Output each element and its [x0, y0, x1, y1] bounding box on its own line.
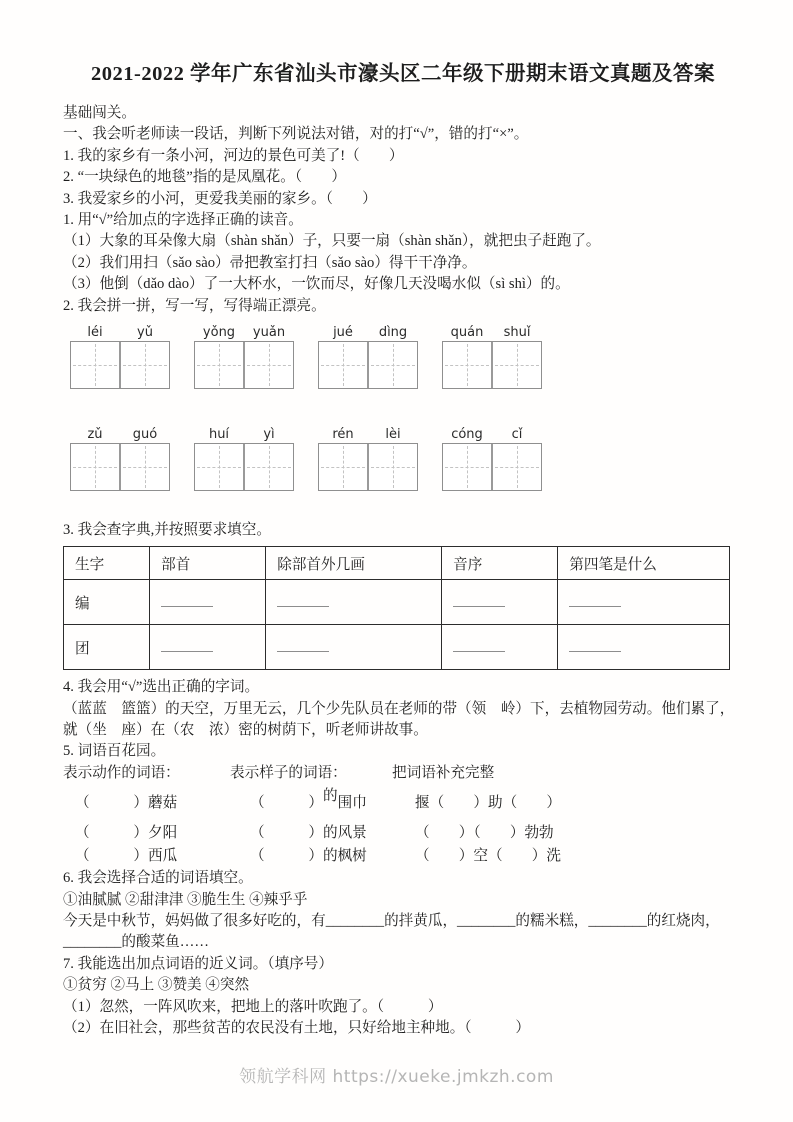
character-cell: 编 [64, 580, 150, 625]
q7-header: 7. 我能选出加点词语的近义词。（填序号） [63, 955, 333, 972]
raised-character: 的 [322, 788, 338, 805]
pinyin-syllable-label: léi [87, 324, 103, 340]
q5-word-item: （ ）空（ ）洗 [415, 848, 561, 865]
writing-cell[interactable] [443, 342, 491, 388]
character-writing-boxes [194, 341, 294, 389]
pinyin-grid-group [442, 321, 542, 389]
pinyin-syllable-label: shuǐ [503, 324, 531, 340]
pinyin-syllable-label: dìng [378, 324, 408, 340]
q4-text [63, 699, 753, 742]
pinyin-grid-row [63, 423, 753, 491]
writing-cell[interactable] [243, 444, 293, 490]
q5-word-row [63, 822, 753, 845]
pinyin-labels [318, 423, 418, 443]
q1-header: 一、我会听老师读一段话，判断下列说法对错，对的打“√”，错的打“×”。 [63, 126, 529, 143]
pinyin-grid-group [194, 321, 294, 389]
page-title: 2021-2022 学年广东省汕头市濠头区二年级下册期末语文真题及答案 [91, 63, 715, 85]
pinyin-syllable-label: cǐ [511, 426, 523, 442]
writing-cell[interactable] [71, 444, 119, 490]
answer-blank-line[interactable] [569, 638, 621, 652]
pinyin-labels [442, 423, 542, 443]
q5-column-header: 表示样子的词语： [230, 764, 347, 781]
writing-cell[interactable] [319, 342, 367, 388]
character-writing-boxes [70, 443, 170, 491]
pinyin-grid-group [70, 321, 170, 389]
character-writing-boxes [442, 443, 542, 491]
answer-blank-cell[interactable] [442, 580, 558, 625]
q5-word-item: （ ）夕阳 [75, 825, 178, 842]
q-duyin-header: 1. 用“√”给加点的字选择正确的读音。 [63, 211, 303, 228]
q4-text-line: （蓝蓝 篮篮）的天空，万里无云，几个少先队员在老师的带（领 岭）下，去植物园劳动。他们累了， [63, 700, 735, 717]
q3-header: 3. 我会查字典,并按照要求填空。 [63, 521, 271, 538]
q5-header: 5. 词语百花园。 [63, 743, 166, 760]
answer-blank-cell[interactable] [558, 625, 730, 670]
pinyin-syllable-label: yì [263, 426, 275, 442]
writing-cell[interactable] [195, 342, 243, 388]
q1-item: 2. “一块绿色的地毯”指的是凤凰花。（ ） [63, 169, 346, 186]
pinyin-syllable-label: yǒng [202, 324, 236, 340]
answer-blank-cell[interactable] [266, 625, 442, 670]
answer-blank-cell[interactable] [150, 580, 266, 625]
answer-blank-cell[interactable] [266, 580, 442, 625]
q2-header: 2. 我会拼一拼，写一写，写得端正漂亮。 [63, 297, 326, 314]
pinyin-labels [194, 423, 294, 443]
pinyin-syllable-label: yǔ [137, 324, 153, 340]
dictionary-table-header-row [64, 547, 730, 580]
writing-cell[interactable] [491, 444, 541, 490]
answer-blank-line[interactable] [453, 593, 505, 607]
q1-item: 1. 我的家乡有一条小河，河边的景色可美了!（ ） [63, 147, 404, 164]
pinyin-syllable-label: yuǎn [252, 324, 286, 340]
writing-cell[interactable] [119, 444, 169, 490]
answer-blank-line[interactable] [569, 593, 621, 607]
q5-word-item: （ ）西瓜 [75, 848, 178, 865]
writing-cell[interactable] [71, 342, 119, 388]
pinyin-syllable-label: jué [333, 324, 353, 340]
answer-blank-cell[interactable] [150, 625, 266, 670]
pinyin-grid-group [318, 321, 418, 389]
character-cell: 团 [64, 625, 150, 670]
pinyin-grid-group [442, 423, 542, 491]
answer-blank-cell[interactable] [558, 580, 730, 625]
q-duyin-item: （2）我们用扫（sǎo sào）帚把教室打扫（sǎo sào）得干干净净。 [63, 254, 477, 271]
writing-cell[interactable] [367, 342, 417, 388]
q5-word-item: （ ）蘑菇 [75, 795, 178, 812]
character-writing-boxes [318, 341, 418, 389]
pinyin-syllable-label: cóng [451, 426, 483, 442]
pinyin-grid-group [70, 423, 170, 491]
dictionary-column-header: 部首 [150, 547, 266, 580]
q5-column-header: 表示动作的词语： [63, 764, 180, 781]
pinyin-labels [194, 321, 294, 341]
section-header: 基础闯关。 [63, 105, 136, 121]
writing-cell[interactable] [443, 444, 491, 490]
q5-word-row [63, 788, 753, 815]
q-duyin-items [63, 231, 753, 295]
answer-blank-line[interactable] [453, 638, 505, 652]
q6-text-line: 今天是中秋节，妈妈做了很多好吃的，有________的拌黄瓜，________的糯米糕，________的红烧肉， [63, 913, 720, 930]
dictionary-table [63, 546, 730, 670]
character-writing-boxes [194, 443, 294, 491]
q6-options: ①油腻腻 ②甜津津 ③脆生生 ④辣乎乎 [63, 891, 308, 908]
q5-word-item: （ ）（ ）勃勃 [415, 825, 554, 842]
q4-text-line: 就（坐 座）在（农 浓）密的树荫下，听老师讲故事。 [63, 722, 428, 739]
dictionary-column-header: 除部首外几画 [266, 547, 442, 580]
character-writing-boxes [442, 341, 542, 389]
pinyin-labels [318, 321, 418, 341]
dictionary-column-header: 音序 [442, 547, 558, 580]
pinyin-syllable-label: rén [332, 426, 354, 442]
pinyin-labels [70, 423, 170, 443]
pinyin-labels [442, 321, 542, 341]
writing-cell[interactable] [195, 444, 243, 490]
q5-word-item: （ ）的风景 [250, 825, 367, 842]
answer-blank-cell[interactable] [442, 625, 558, 670]
q5-word-item: （ ）的围巾 [250, 788, 367, 812]
pinyin-syllable-label: zǔ [87, 426, 103, 442]
dictionary-column-header: 第四笔是什么 [558, 547, 730, 580]
q6-text [63, 911, 753, 954]
pinyin-grid-row [63, 321, 753, 389]
table-row [64, 625, 730, 670]
pinyin-grid-group [318, 423, 418, 491]
pinyin-syllable-label: guó [132, 426, 158, 442]
pinyin-grid-group [194, 423, 294, 491]
writing-cell[interactable] [119, 342, 169, 388]
q5-word-row [63, 845, 753, 868]
q5-word-item: 揠（ ）助（ ） [415, 795, 561, 812]
pinyin-syllable-label: huí [208, 426, 230, 442]
q7-items [63, 997, 753, 1040]
character-writing-boxes [70, 341, 170, 389]
q7-item: （2）在旧社会，那些贫苦的农民没有土地，只好给地主种地。（ ） [63, 1019, 530, 1036]
pinyin-writing-grids [63, 321, 753, 491]
writing-cell[interactable] [367, 444, 417, 490]
writing-cell[interactable] [319, 444, 367, 490]
pinyin-syllable-label: quán [450, 324, 484, 340]
writing-cell[interactable] [491, 342, 541, 388]
dictionary-table-body [64, 580, 730, 670]
pinyin-syllable-label: lèi [385, 426, 401, 442]
q6-header: 6. 我会选择合适的词语填空。 [63, 870, 253, 887]
q-duyin-item: （1）大象的耳朵像大扇（shàn shǎn）子，只要一扇（shàn shǎn），就把虫子赶跑了。 [63, 233, 601, 250]
q5-word-rows [63, 788, 753, 868]
q5-word-item: （ ）的枫树 [250, 848, 367, 865]
answer-blank-line[interactable] [277, 593, 329, 607]
q7-options: ①贫穷 ②马上 ③赞美 ④突然 [63, 977, 250, 994]
q7-item: （1）忽然，一阵风吹来，把地上的落叶吹跑了。（ ） [63, 998, 443, 1015]
q1-items [63, 146, 753, 210]
writing-cell[interactable] [243, 342, 293, 388]
q5-column-headers [63, 763, 753, 784]
watermark-footer: 领航学科网 https://xueke.jmkzh.com [239, 1067, 554, 1087]
pinyin-labels [70, 321, 170, 341]
answer-blank-line[interactable] [161, 593, 213, 607]
q4-header: 4. 我会用“√”选出正确的字词。 [63, 679, 260, 696]
table-row [64, 580, 730, 625]
dictionary-column-header: 生字 [64, 547, 150, 580]
character-writing-boxes [318, 443, 418, 491]
q6-text-line: ________的酸菜鱼…… [63, 934, 209, 951]
answer-blank-line[interactable] [161, 638, 213, 652]
answer-blank-line[interactable] [277, 638, 329, 652]
q-duyin-item: （3）他倒（dǎo dào）了一大杯水，一饮而尽，好像几天没喝水似（sì shì）的。 [63, 276, 570, 293]
q5-column-header: 把词语补充完整 [392, 764, 495, 781]
q1-item: 3. 我爱家乡的小河，更爱我美丽的家乡。（ ） [63, 190, 377, 207]
